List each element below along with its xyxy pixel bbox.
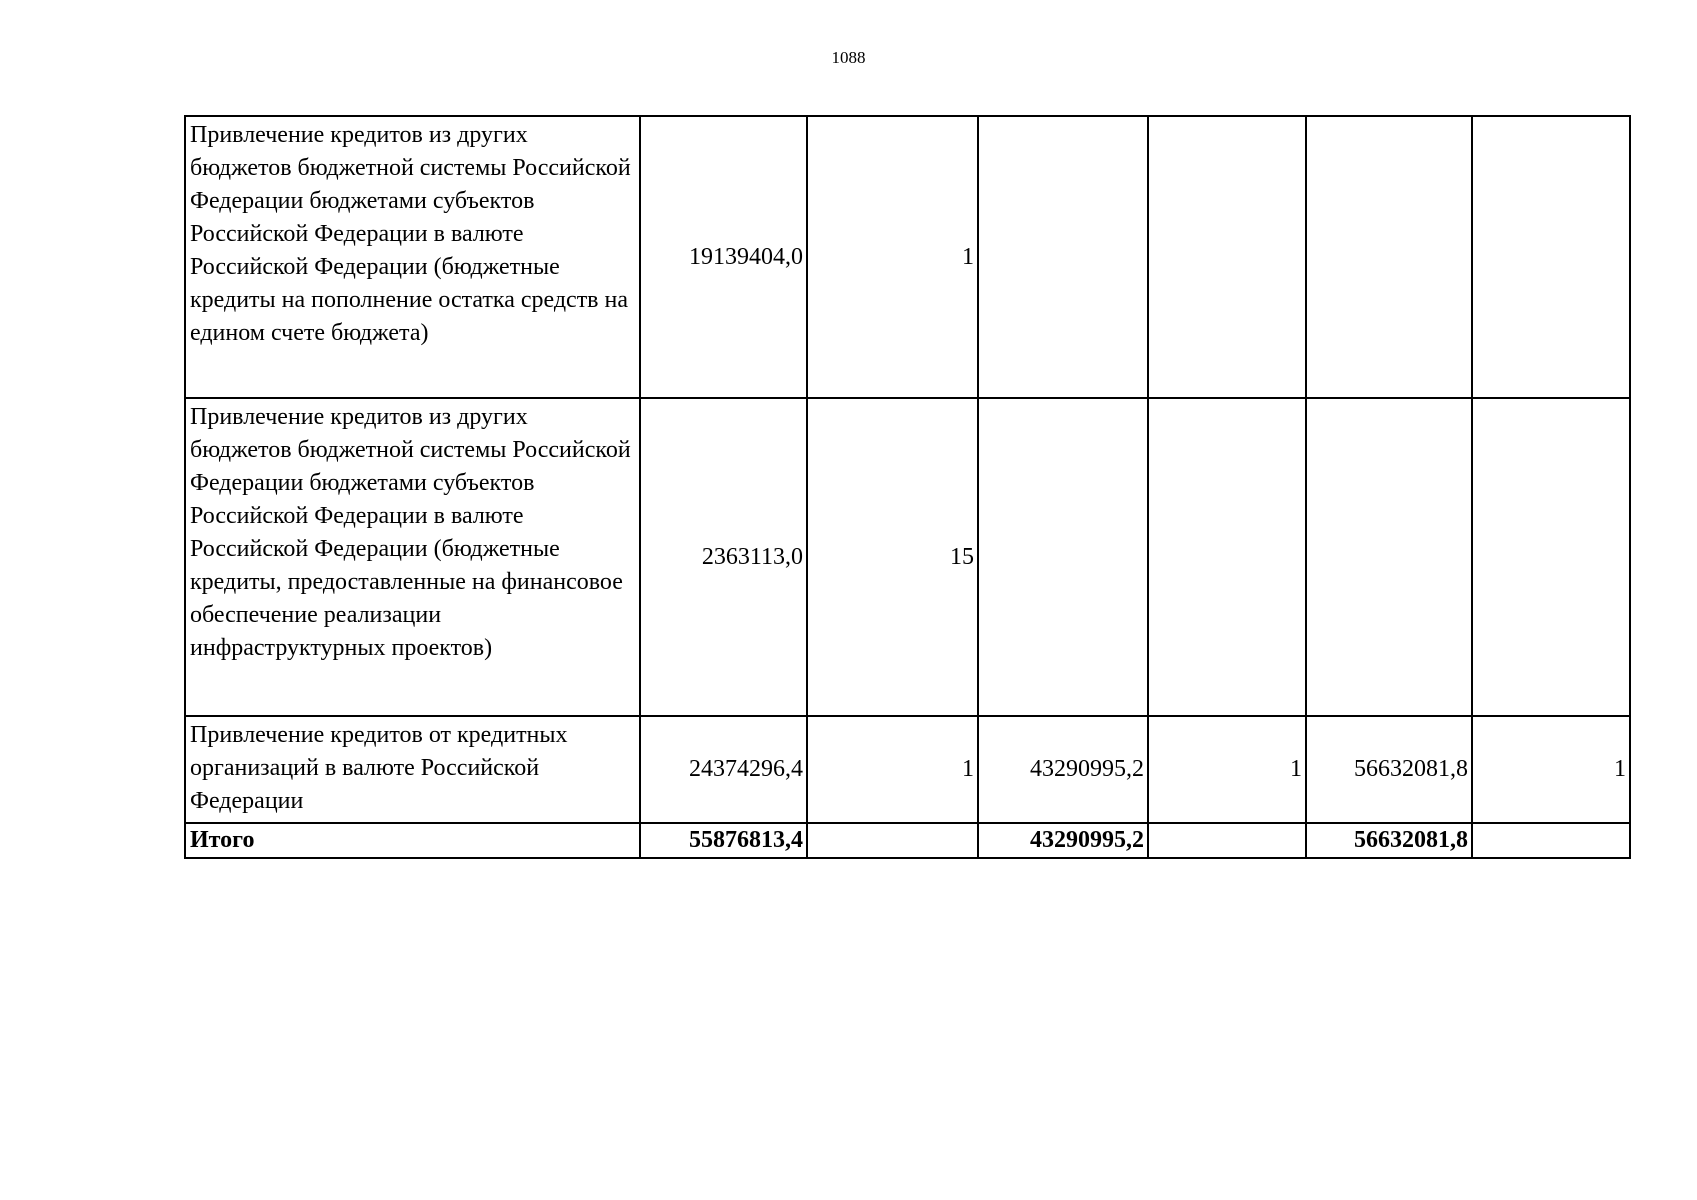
total-amount-cell: 55876813,4	[640, 823, 807, 858]
row-name: Привлечение кредитов из других бюджетов бюджетной системы Российской Федерации бюджетами субъектов Российской Федерации в валюте Российской Федерации (бюджетные кредиты на пополнение остатка средств на едином счете бюджета)	[185, 116, 640, 398]
total-term-cell	[807, 823, 978, 858]
table-row	[185, 398, 1630, 716]
total-term-cell	[1148, 823, 1306, 858]
total-row	[185, 823, 1630, 858]
amount-cell: 56632081,8	[1306, 716, 1472, 823]
term-cell: 1	[807, 716, 978, 823]
table-row	[185, 716, 1630, 823]
amount-cell	[1306, 116, 1472, 398]
table-row	[185, 116, 1630, 398]
term-cell: 15	[807, 398, 978, 716]
row-name: Привлечение кредитов из других бюджетов бюджетной системы Российской Федерации бюджетами субъектов Российской Федерации в валюте Российской Федерации (бюджетные кредиты, предоставленные на финансовое обеспечение реализации инфраструктурных проектов)	[185, 398, 640, 716]
total-term-cell	[1472, 823, 1630, 858]
term-cell	[1472, 116, 1630, 398]
amount-cell	[978, 116, 1148, 398]
term-cell	[1472, 398, 1630, 716]
amount-cell	[1306, 398, 1472, 716]
row-name: Привлечение кредитов от кредитных организаций в валюте Российской Федерации	[185, 716, 640, 823]
amount-cell: 19139404,0	[640, 116, 807, 398]
amount-cell: 43290995,2	[978, 716, 1148, 823]
term-cell: 1	[1472, 716, 1630, 823]
total-amount-cell: 56632081,8	[1306, 823, 1472, 858]
amount-cell: 24374296,4	[640, 716, 807, 823]
total-label: Итого	[185, 823, 640, 858]
term-cell: 1	[807, 116, 978, 398]
term-cell: 1	[1148, 716, 1306, 823]
term-cell	[1148, 116, 1306, 398]
amount-cell	[978, 398, 1148, 716]
total-amount-cell: 43290995,2	[978, 823, 1148, 858]
term-cell	[1148, 398, 1306, 716]
page-number: 1088	[831, 48, 866, 67]
borrowing-table	[184, 115, 1631, 859]
amount-cell: 2363113,0	[640, 398, 807, 716]
